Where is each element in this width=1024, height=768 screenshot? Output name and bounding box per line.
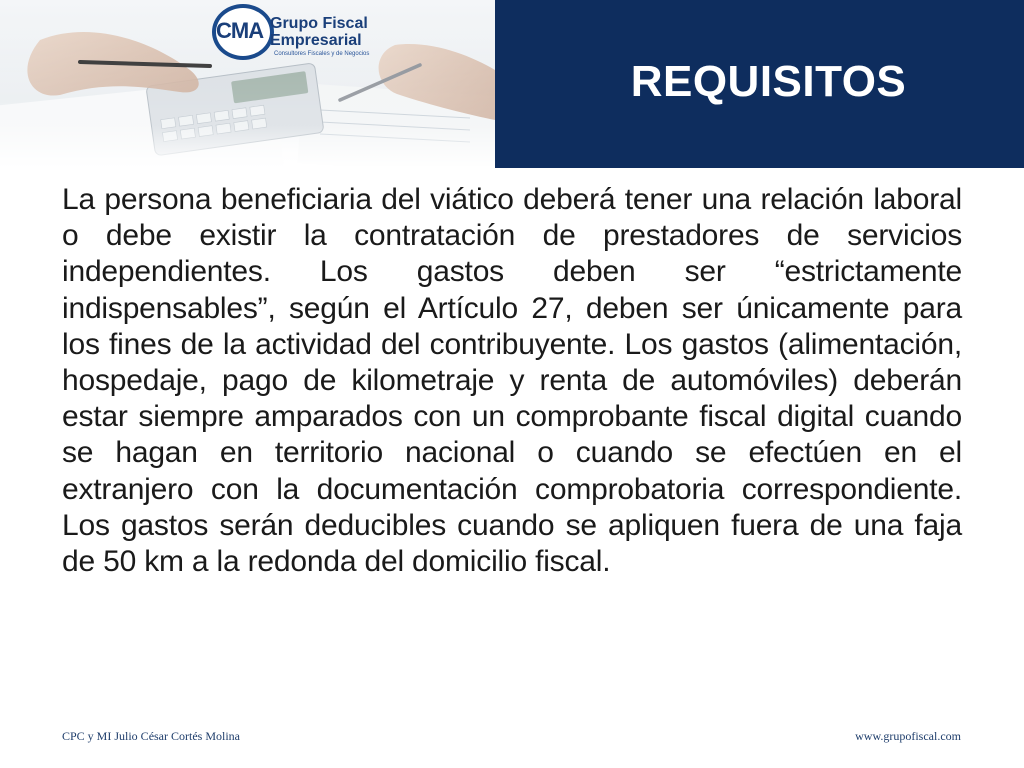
logo-tagline: Consultores Fiscales y de Negocios (274, 51, 370, 57)
logo-name-line1: Grupo Fiscal (270, 15, 368, 32)
logo-name-line2: Empresarial (270, 32, 362, 49)
header-photo (0, 0, 495, 168)
footer-author: CPC y MI Julio César Cortés Molina (62, 729, 241, 743)
title-panel (495, 0, 1024, 168)
slide-title: REQUISITOS (630, 57, 907, 106)
body-paragraph: La persona beneficiaria del viático deberá tener una relación laboral o debe existir la contratación de prestadores de servicios independientes. Los gastos deben ser “estrictamente indispensables”, según el Artículo 27, deben ser únicamente para los fines de la actividad del contribuyente. Los gastos (alimentación, hospedaje, pago de kilometraje y renta de automóviles) deberán estar siempre amparados con un comprobante fiscal digital cuando se hagan en territorio nacional o cuando se efectúen en el extranjero con la documentación comprobatoria correspondiente. Los gastos serán deducibles cuando se apliquen fuera de una faja de 50 km a la redonda del domicilio fiscal. (62, 183, 962, 579)
footer-website[interactable]: www.grupofiscal.com (855, 729, 961, 743)
logo-mark: CMA (216, 18, 264, 43)
company-logo (212, 4, 377, 66)
